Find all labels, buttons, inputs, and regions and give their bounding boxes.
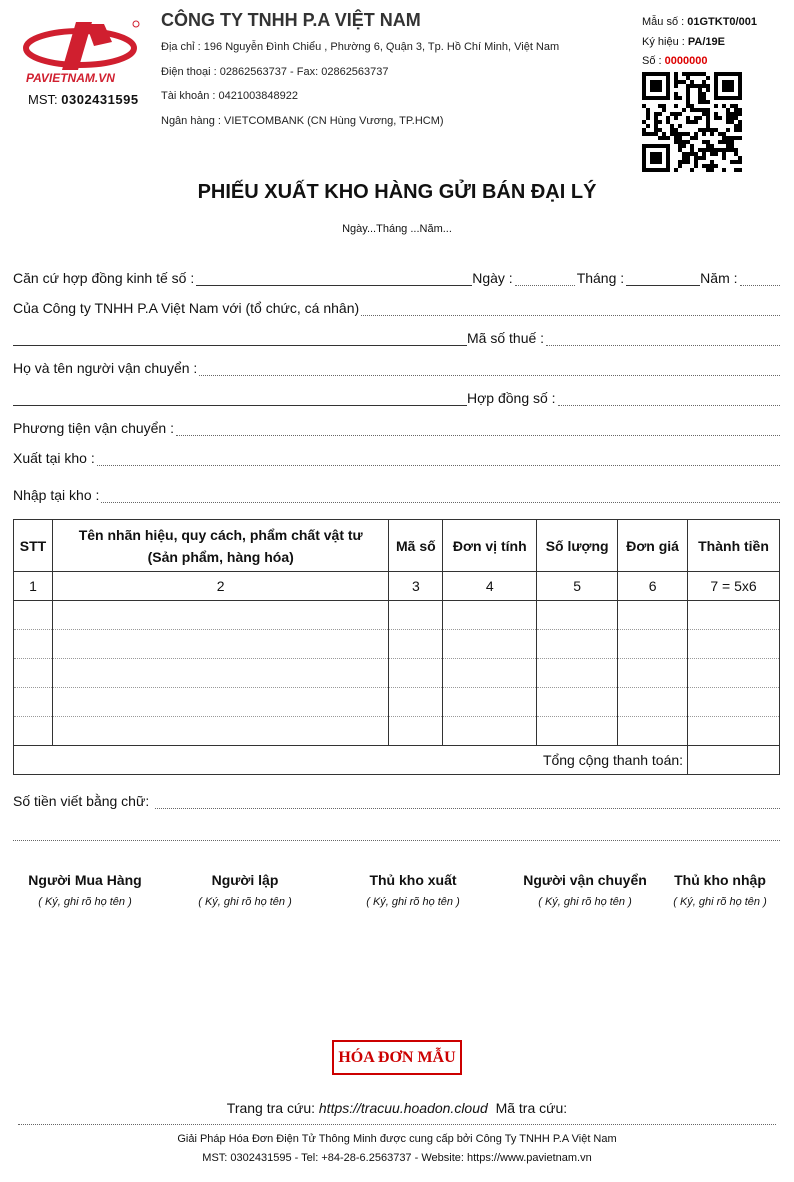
sample-invoice-stamp: HÓA ĐƠN MẪU bbox=[332, 1040, 462, 1075]
col-header-code: Mã số bbox=[389, 520, 443, 572]
document-title: PHIẾU XUẤT KHO HÀNG GỬI BÁN ĐẠI LÝ bbox=[197, 181, 597, 203]
export-warehouse-field[interactable] bbox=[97, 450, 780, 466]
col-header-amount: Thành tiền bbox=[688, 520, 780, 572]
table-index-row: 1 2 3 4 5 6 7 = 5x6 bbox=[14, 572, 780, 601]
table-row bbox=[14, 601, 780, 630]
lookup-line: Trang tra cứu: https://tracuu.hoadon.cloud Mã tra cứu: bbox=[226, 1100, 568, 1116]
signature-carrier: Người vận chuyển ( Ký, ghi rõ họ tên ) bbox=[523, 872, 647, 908]
day-field[interactable] bbox=[515, 270, 575, 286]
qr-code-icon bbox=[642, 72, 742, 172]
company-account: Tài khoản : 0421003848922 bbox=[161, 90, 299, 102]
partner-field[interactable] bbox=[361, 300, 780, 316]
year-field[interactable] bbox=[740, 270, 780, 286]
col-header-stt: STT bbox=[14, 520, 53, 572]
amount-in-words-field[interactable] bbox=[155, 793, 780, 809]
signature-preparer: Người lập ( Ký, ghi rõ họ tên ) bbox=[198, 872, 292, 908]
import-warehouse-field[interactable] bbox=[101, 487, 780, 503]
tax-code-row: Mã số thuế : bbox=[13, 326, 780, 346]
col-header-price: Đơn giá bbox=[618, 520, 688, 572]
contract-no-row: Hợp đồng số : bbox=[13, 386, 780, 406]
contract-number-field[interactable] bbox=[196, 270, 472, 286]
logo-text: PAVIETNAM.VN bbox=[26, 71, 115, 85]
table-header-row bbox=[14, 520, 780, 572]
signature-buyer: Người Mua Hàng ( Ký, ghi rõ họ tên ) bbox=[28, 872, 142, 908]
company-with-row: Của Công ty TNHH P.A Việt Nam với (tổ chức, cá nhân) bbox=[13, 296, 780, 316]
transport-field[interactable] bbox=[176, 420, 780, 436]
amount-in-words-row-2 bbox=[13, 821, 780, 841]
month-field[interactable] bbox=[626, 270, 700, 286]
company-bank: Ngân hàng : VIETCOMBANK (CN Hùng Vương, TP.HCM) bbox=[161, 114, 444, 127]
carrier-name-field[interactable] bbox=[199, 360, 780, 376]
partner-field-continued[interactable] bbox=[13, 330, 467, 346]
lookup-url-link[interactable]: https://tracuu.hoadon.cloud bbox=[318, 1100, 488, 1116]
document-date: Ngày...Tháng ...Năm... bbox=[342, 223, 452, 235]
invoice-symbol: Ký hiệu : PA/19E bbox=[642, 35, 725, 48]
table-row bbox=[14, 630, 780, 659]
total-label: Tổng cộng thanh toán: bbox=[14, 746, 688, 775]
carrier-name-field-continued[interactable] bbox=[13, 390, 467, 406]
invoice-number: Số : 0000000 bbox=[642, 55, 708, 67]
signature-export-keeper: Thủ kho xuất ( Ký, ghi rõ họ tên ) bbox=[366, 872, 460, 908]
company-logo bbox=[22, 18, 146, 90]
transport-row: Phương tiện vận chuyển : bbox=[13, 416, 780, 436]
col-header-unit: Đơn vị tính bbox=[443, 520, 537, 572]
carrier-row: Họ và tên người vận chuyển : bbox=[13, 356, 780, 376]
invoice-meta bbox=[642, 16, 757, 75]
amount-in-words-row: Số tiền viết bằng chữ: bbox=[13, 789, 780, 809]
company-phone: Điện thoại : 02862563737 - Fax: 02862563737 bbox=[161, 65, 389, 78]
items-table bbox=[13, 519, 780, 775]
tax-code-field[interactable] bbox=[546, 330, 780, 346]
footer-divider bbox=[18, 1124, 776, 1125]
company-name: CÔNG TY TNHH P.A VIỆT NAM bbox=[161, 10, 421, 30]
import-warehouse-row: Nhập tại kho : bbox=[13, 483, 780, 503]
contract-no-field[interactable] bbox=[558, 390, 780, 406]
table-row bbox=[14, 717, 780, 746]
signature-import-keeper: Thủ kho nhập ( Ký, ghi rõ họ tên ) bbox=[673, 872, 767, 908]
contract-basis-row: Căn cứ hợp đồng kinh tế số : Ngày : Tháng : Năm : bbox=[13, 266, 780, 286]
table-total-row bbox=[14, 746, 780, 775]
export-warehouse-row: Xuất tại kho : bbox=[13, 446, 780, 466]
col-header-name: Tên nhãn hiệu, quy cách, phẩm chất vật tư (Sản phẩm, hàng hóa) bbox=[52, 520, 388, 572]
company-tax-id: MST: 0302431595 bbox=[28, 92, 139, 107]
total-amount-cell[interactable] bbox=[688, 746, 780, 775]
col-header-qty: Số lượng bbox=[537, 520, 618, 572]
table-row bbox=[14, 659, 780, 688]
amount-in-words-field-continued[interactable] bbox=[13, 825, 780, 841]
footer-provider: Giải Pháp Hóa Đơn Điện Tử Thông Minh được cung cấp bởi Công Ty TNHH P.A Việt Nam bbox=[177, 1133, 617, 1145]
form-number: Mẫu số : 01GTKT0/001 bbox=[642, 16, 757, 28]
company-info bbox=[161, 10, 559, 139]
footer-contact: MST: 0302431595 - Tel: +84-28-6.2563737 - Website: https://www.pavietnam.vn bbox=[202, 1152, 592, 1164]
table-row bbox=[14, 688, 780, 717]
company-address: Địa chỉ : 196 Nguyễn Đình Chiểu , Phường 6, Quận 3, Tp. Hồ Chí Minh, Việt Nam bbox=[161, 41, 560, 53]
